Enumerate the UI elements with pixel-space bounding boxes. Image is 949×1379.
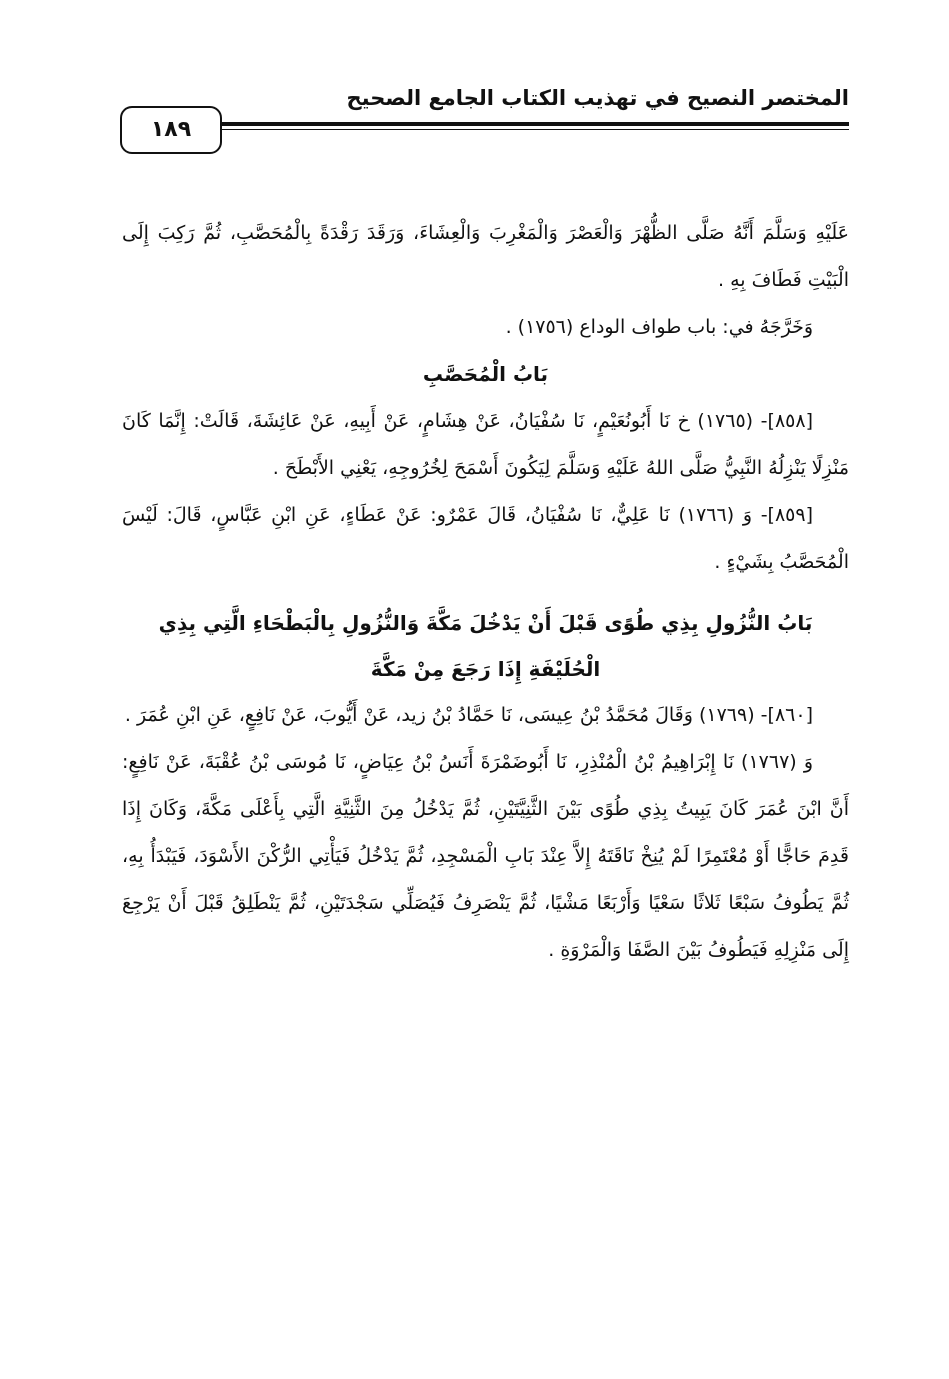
page-body	[122, 210, 849, 974]
hadith-1767: وَ (١٧٦٧) نَا إِبْرَاهِيمُ بْنُ الْمُنْذِرِ، نَا أَبُوضَمْرَةَ أَنَسُ بْنُ عِيَاضٍ، نَا مُوسَى بْنُ عُقْبَةَ، عَنْ نَافِعٍ: أَنَّ ابْنَ عُمَرَ كَانَ يَبِيتُ بِذِي طُوًى بَيْنَ الثَّنِيَّتَيْنِ، ثُمَّ يَدْخُلُ مِنَ الثَّنِيَّةِ الَّتِي بِأَعْلَى مَكَّةَ، وَكَانَ إِذَا قَدِمَ حَاجًّا أَوْ مُعْتَمِرًا لَمْ يُنِخْ نَاقَتَهُ إِلاَّ عِنْدَ بَابِ الْمَسْجِدِ، ثُمَّ يَدْخُلُ فَيَأْتِي الرُّكْنَ الأَسْوَدَ، فَيَبْدَأُ بِهِ، ثُمَّ يَطُوفُ سَبْعًا ثَلاثًا سَعْيًا وَأَرْبَعًا مَشْيًا، ثُمَّ يَنْصَرِفُ فَيُصَلِّي سَجْدَتَيْنِ، ثُمَّ يَنْطَلِقُ قَبْلَ أَنْ يَرْجِعَ إِلَى مَنْزِلِهِ فَيَطُوفُ بَيْنَ الصَّفَا وَالْمَرْوَةِ .	[122, 751, 849, 961]
paragraph-continuation: عَلَيْهِ وَسَلَّمَ أَنَّهُ صَلَّى الظُّهْرَ وَالْعَصْرَ وَالْمَغْرِبَ وَالْعِشَاءَ، وَرَقَدَ رَقْدَةً بِالْمُحَصَّبِ، ثُمَّ رَكِبَ إِلَى الْبَيْتِ فَطَافَ بِهِ .	[122, 222, 849, 291]
hadith-859: [٨٥٩]- وَ (١٧٦٦) نَا عَلِيٌّ، نَا سُفْيَانُ، قَالَ عَمْرٌو: عَنْ عَطَاءٍ، عَنِ ابْنِ عَبَّاسٍ، قَالَ: لَيْسَ الْمُحَصَّبُ بِشَيْءٍ .	[122, 504, 849, 573]
header-rule-thin	[222, 129, 849, 130]
chapter-heading-dhi-tuwa: بَابُ النُّزُولِ بِذِي طُوًى قَبْلَ أَنْ يَدْخُلَ مَكَّةَ وَالنُّزُولِ بِالْبَطْحَاءِ الَّتِي بِذِي الْحُلَيْفَةِ إِذَا رَجَعَ مِنْ مَكَّةَ	[158, 611, 813, 681]
chapter-heading-muhassab: بَابُ الْمُحَصَّبِ	[422, 362, 549, 386]
hadith-860: [٨٦٠]- (١٧٦٩) وَقَالَ مُحَمَّدُ بْنُ عِيسَى، نَا حَمَّادُ بْنُ زيد، عَنْ أَيُّوبَ، عَنْ نَافِعٍ، عَنِ ابْنِ عُمَرَ .	[124, 704, 813, 726]
running-header-title: المختصر النصيح في تهذيب الكتاب الجامع الصحيح	[346, 86, 849, 110]
hadith-858: [٨٥٨]- (١٧٦٥) خ نَا أَبُونُعَيْمٍ، نَا سُفْيَانُ، عَنْ هِشَامٍ، عَنْ أَبِيهِ، عَنْ عَائِشَةَ، قَالَتْ: إِنَّمَا كَانَ مَنْزِلًا يَنْزِلُهُ النَّبِيُّ صَلَّى اللهُ عَلَيْهِ وَسَلَّمَ لِيَكُونَ أَسْمَحَ لِخُرُوجِهِ، يَعْنِي الأَبْطَحَ .	[122, 410, 849, 479]
header-rule-thick	[222, 122, 849, 126]
paragraph-cross-reference: وَخَرَّجَهُ في: باب طواف الوداع (١٧٥٦) .	[505, 316, 813, 338]
page-number: ١٨٩	[150, 117, 192, 142]
